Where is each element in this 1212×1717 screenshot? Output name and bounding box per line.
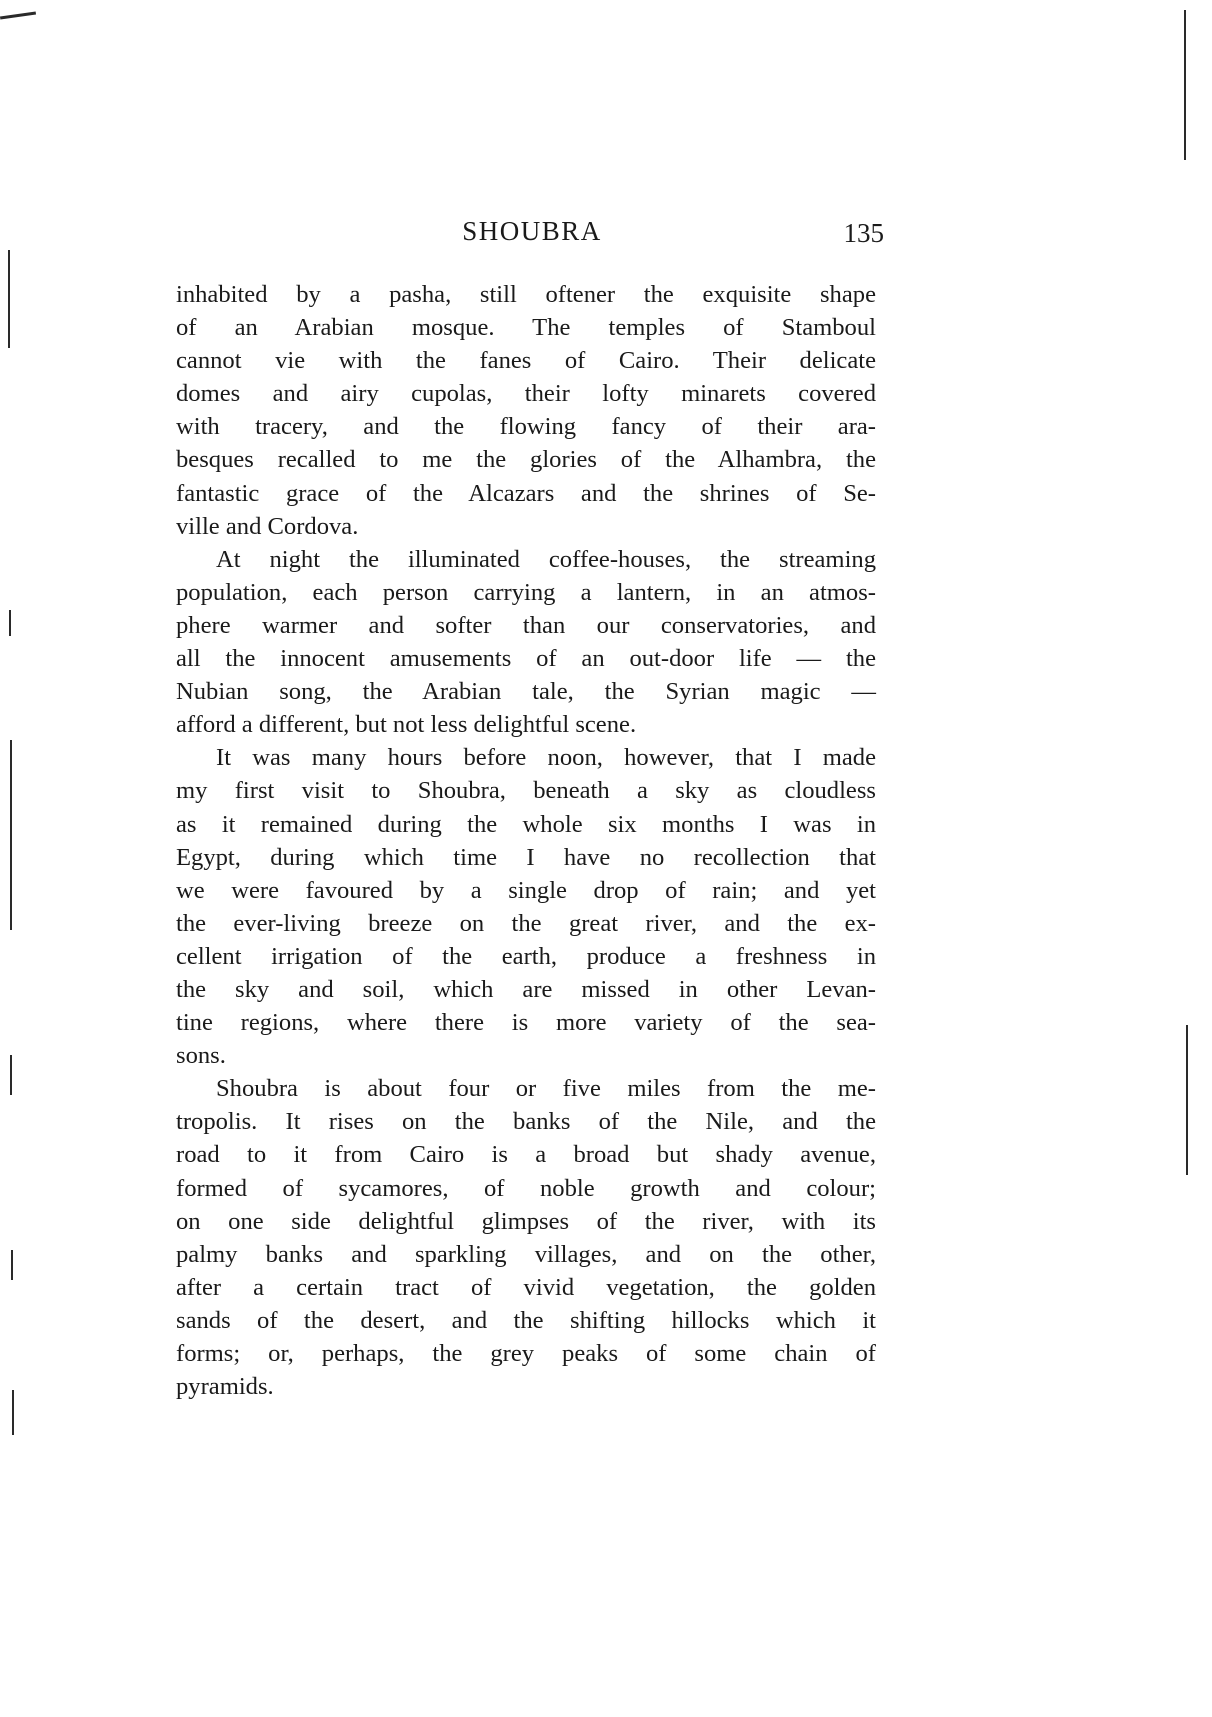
text-line: the sky and soil, which are missed in other Levan-: [176, 975, 876, 1003]
text-line: It was many hours before noon, however, that I made: [216, 744, 876, 772]
text-line: sons.: [176, 1042, 226, 1070]
paragraph: [176, 741, 876, 1072]
running-title: SHOUBRA: [462, 216, 602, 246]
paragraph: [176, 543, 876, 742]
text-line: domes and airy cupolas, their lofty minarets covered: [176, 380, 876, 408]
scan-mark-right-1: [1184, 10, 1186, 160]
scan-mark-left-1: [8, 250, 10, 348]
text-line: we were favoured by a single drop of rain; and yet: [176, 876, 876, 904]
text-line: road to it from Cairo is a broad but shady avenue,: [176, 1141, 876, 1169]
text-line: formed of sycamores, of noble growth and colour;: [176, 1174, 876, 1202]
text-line: forms; or, perhaps, the grey peaks of some chain of: [176, 1340, 876, 1367]
text-line: after a certain tract of vivid vegetation, the golden: [176, 1273, 876, 1301]
page-number: 135: [843, 218, 884, 248]
body-text: [176, 278, 876, 1403]
text-line: my first visit to Shoubra, beneath a sky as cloudless: [176, 777, 876, 805]
text-line: palmy banks and sparkling villages, and on the other,: [176, 1240, 876, 1268]
scan-mark-right-2: [1186, 1025, 1188, 1175]
text-line: cellent irrigation of the earth, produce a freshness in: [176, 942, 876, 970]
scan-corner-mark: [0, 12, 36, 20]
scan-mark-left-6: [12, 1390, 14, 1435]
text-line: Nubian song, the Arabian tale, the Syrian magic —: [176, 678, 876, 706]
text-line: cannot vie with the fanes of Cairo. Their delicate: [176, 347, 876, 375]
text-line: of an Arabian mosque. The temples of Stamboul: [176, 314, 876, 342]
scan-mark-left-5: [11, 1250, 13, 1280]
text-line: afford a different, but not less delightful scene.: [176, 711, 637, 739]
paragraph: [176, 278, 876, 543]
text-line: the ever-living breeze on the great river, and the ex-: [176, 909, 876, 937]
text-line: besques recalled to me the glories of the Alhambra, the: [176, 446, 876, 474]
text-line: tropolis. It rises on the banks of the Nile, and the: [176, 1108, 876, 1136]
text-line: Egypt, during which time I have no recollection that: [176, 843, 876, 871]
text-line: tine regions, where there is more variety of the sea-: [176, 1009, 876, 1037]
text-line: phere warmer and softer than our conservatories, and: [176, 611, 876, 639]
text-line: ville and Cordova.: [176, 512, 359, 540]
text-line: with tracery, and the flowing fancy of their ara-: [176, 413, 876, 441]
scan-mark-left-2: [9, 610, 11, 636]
scan-mark-left-4: [10, 1055, 12, 1095]
text-line: population, each person carrying a lantern, in an atmos-: [176, 578, 876, 606]
scan-mark-left-3: [10, 740, 12, 930]
text-line: At night the illuminated coffee-houses, the streaming: [216, 545, 876, 573]
text-line: sands of the desert, and the shifting hillocks which it: [176, 1306, 876, 1334]
text-line: all the innocent amusements of an out-door life — the: [176, 645, 876, 673]
running-head: [176, 216, 888, 256]
paragraph: [176, 1072, 876, 1403]
text-line: pyramids.: [176, 1373, 274, 1401]
text-line: inhabited by a pasha, still oftener the exquisite shape: [176, 281, 876, 308]
text-line: as it remained during the whole six months I was in: [176, 810, 876, 838]
text-line: Shoubra is about four or five miles from the me-: [216, 1075, 876, 1103]
text-line: on one side delightful glimpses of the river, with its: [176, 1207, 876, 1235]
text-line: fantastic grace of the Alcazars and the shrines of Se-: [176, 479, 876, 507]
